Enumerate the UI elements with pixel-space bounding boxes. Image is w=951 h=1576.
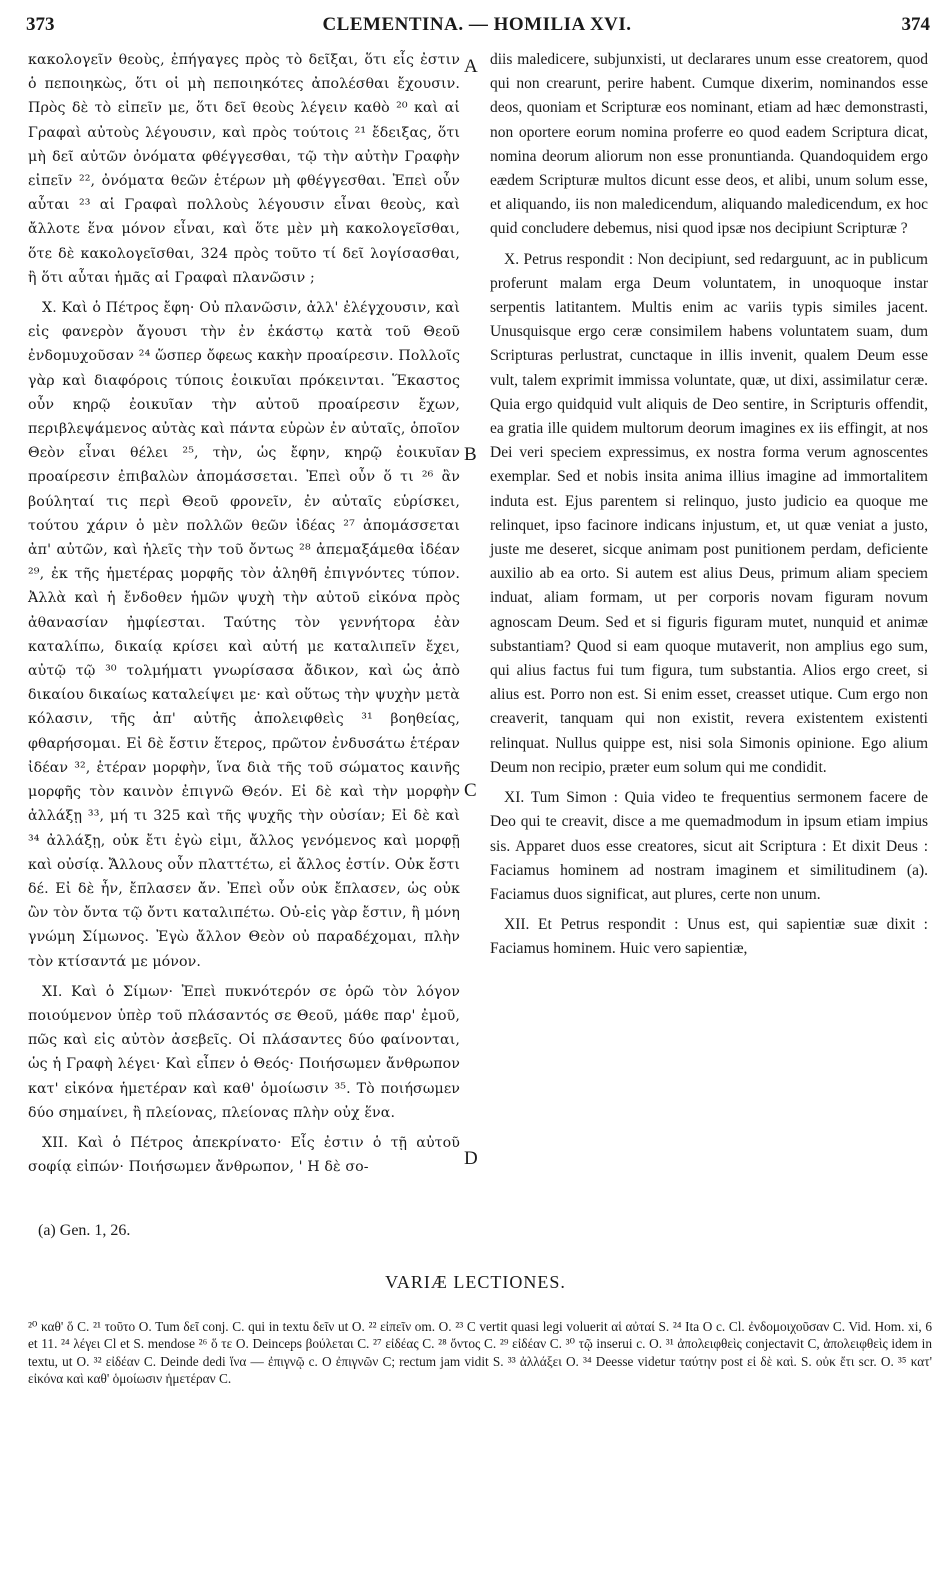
margin-marker-b: B (464, 444, 477, 465)
page-header (24, 14, 930, 40)
latin-column (490, 48, 928, 968)
greek-paragraph-4: XII. Καὶ ὁ Πέτρος ἀπεκρίνατο· Εἷς ἐστιν ὁ τῇ αὐτοῦ σοφίᾳ εἰπών· Ποιήσωμεν ἄνθρωπον, ' Η δὲ σο- (28, 1134, 460, 1176)
greek-column (28, 48, 460, 1185)
greek-paragraph-1: κακολογεῖν θεοὺς, ἐπήγαγες πρὸς τὸ δεῖξαι, ὅτι εἷς ἐστιν ὁ πεποιηκὼς, ὅτι οἱ μὴ πεποιηκότες ἀπολέσθαι ἔχουσιν. Πρὸς δὲ τὸ εἰπεῖν με, ὅτι δεῖ θεοὺς λέγειν καθὸ ²⁰ καὶ αἱ Γραφαὶ αὐτοὺς λέγουσιν, καὶ πρὸς τούτοις ²¹ ἔδειξας, ὅτι μὴ δεῖ αὐτῶν ὀνόματα φθέγγεσθαι, τῷ τὴν αὐτὴν Γραφὴν εἰπεῖν ²², ὀνόματα θεῶν ἑτέρων μὴ φθέγγεσθαι. Ἐπεὶ οὖν αὗται ²³ αἱ Γραφαὶ πολλοὺς λέγουσιν εἶναι θεοὺς, καὶ ἄλλοτε ἕνα μόνον εἶναι, καὶ ὅτε μὲν μὴ κακολογεῖσθαι, ὅτε δὲ κακολογεῖσθαι, 324 πρὸς τοῦτο τί δεῖ λογίσασθαι, ἢ ὅτι αὗται ἡμᾶς αἱ Γραφαὶ πλανῶσιν ; (28, 52, 460, 286)
variae-lectiones-heading: VARIÆ LECTIONES. (385, 1272, 566, 1292)
running-title: CLEMENTINA. — HOMILIA XVI. (322, 14, 632, 35)
latin-paragraph-2: X. Petrus respondit : Non decipiunt, sed redarguunt, ac in publicum proferunt malam erga Deum voluntatem, in unoquoque instar serpentis latitantem. Multis enim ac variis typis similes jacent. Unusquisque ergo ceræ consimilem habens voluntatem suam, dum Scripturas perlustrat, cunctaque in illis invenit, qualem Deum esse vult, talem exprimit immissa voluntate, quæ, ut dixi, assimilatur ceræ. Quia ergo quidquid vult aliquis de Deo sentire, in Scripturis offendit, ea gratia ille quidem multorum deorum imagines ex iis effingit, at nos Dei veri speciem expressimus, ex nostra forma verum agnoscentes exemplar. Sed et nobis insita anima illius imagine ad immortalitem induta est. Ejus parentem si relinquo, justo judicio ea quoque me relinquet, ipso facinore indicans injustum, et, ut quæ veniat a justo, juste me deseret, sicque animam post punitionem perdam, deficiente auxilio ab ea orto. Si autem est alius Deus, primum aliam speciem induat, aliam formam, ut per corporis novam figuram novum agnoscam Deum. Sed et si figuris figuram mutet, nunquid et animæ substantiam? Quod si eam quoque mutaverit, non amplius ego sum, qui alius factus fui tum figura, tum substantia. Alios ergo creet, si alius est. Porro non est. Si enim esset, creasset utique. Cum ergo non creaverit, tanquam qui non existit, revera existentem existenti relinquat. Nullus quippe est, nisi sola Simonis opinione. Ego alium Deum non recipio, præter eum solum qui me condidit. (490, 250, 928, 776)
page-number-right: 374 (901, 14, 930, 35)
footnote: (a) Gen. 1, 26. (38, 1222, 131, 1239)
greek-paragraph-2: X. Καὶ ὁ Πέτρος ἔφη· Οὐ πλανῶσιν, ἀλλ' ἐλέγχουσιν, καὶ εἰς φανερὸν ἄγουσι τὴν ἐν ἑκάστῳ κατὰ τοῦ Θεοῦ ἐνδομυχοῦσαν ²⁴ ὥσπερ ὄφεως κακὴν προαίρεσιν. Πολλοῖς γὰρ καὶ διαφόροις τύποις ἐοικυῖαι πρόκεινται. Ἕκαστος οὖν κηρῷ ἐοικυῖαν τὴν αὐτοῦ προαίρεσιν ἔχων, περιβλεψάμενος αὐτὰς καὶ πάντα εὑρὼν ἐν αὐταῖς, ὁποῖον Θεὸν εἶναι θέλει ²⁵, τὴν, ὡς ἔφην, κηρῷ ἐοικυῖαν προαίρεσιν ἐπιβαλὼν ἀπομάσσεται. Ἐπεὶ οὖν ὅ τι ²⁶ ἂν βούληταί τις περὶ Θεοῦ φρονεῖν, ἐν αὐταῖς εὑρίσκει, τούτου χάριν ὁ μὲν πολλῶν θεῶν ἰδέας ²⁷ ἀπομάσσεται ἀπ' αὐτῶν, καὶ ἡλεῖς τὴν τοῦ ὄντως ²⁸ ἀπεμαξάμεθα ἰδέαν ²⁹, ἐκ τῆς ἡμετέρας μορφῆς τὸν ἀληθῆ ἐπιγνόντες τύπον. Ἀλλὰ καὶ ἡ ἔνδοθεν ἡμῶν ψυχὴ τὴν αὐτοῦ εἰκόνα πρὸς ἀθανασίαν ἠμφίεσται. Ταύτης τὸν γεννήτορα ἐὰν καταλίπω, δικαίᾳ κρίσει καὶ αὐτή με καταλιπεῖν ἔχει, αὐτῷ τῷ ³⁰ τολμήματι γνωρίσασα ἄδικον, καὶ ὡς ἀπὸ δικαίου δικαίως καταλείψει με· καὶ οὕτως τὴν ψυχὴν μετὰ κόλασιν, τῆς ἀπ' αὐτῆς ἀπολειφθεὶς ³¹ βοηθείας, φθαρήσομαι. Εἰ δὲ ἔστιν ἕτερος, πρῶτον ἐνδυσάτω ἑτέραν ἰδέαν ³², ἑτέραν μορφὴν, ἵνα διὰ τῆς τοῦ σώματος καινῆς μορφῆς τὸν καινὸν ἐπιγνῶ Θεόν. Εἰ δὲ καὶ τὴν μορφὴν ἀλλάξῃ ³³, μή τι 325 καὶ τῆς ψυχῆς τὴν οὐσίαν; Εἰ δὲ καὶ ³⁴ ἀλλάξῃ, οὐκ ἔτι ἐγὼ εἰμι, ἄλλος γενόμενος καὶ μορφῇ καὶ οὐσίᾳ. Ἄλλους οὖν πλαττέτω, εἰ ἄλλος ἐστίν. Οὐκ ἔστι δέ. Εἰ δὲ ἦν, ἔπλασεν ἄν. Ἐπεὶ οὖν οὐκ ἔπλασεν, ὡς οὐκ ὢν τὸν ὄντα τῷ ὄντι καταλιπέτω. Οὐ-εἰς γὰρ ἔστιν, ἢ μόνη γνώμη Σίμωνος. Ἐγὼ ἄλλον Θεὸν οὐ παραδέχομαι, πλὴν τὸν κτίσαντά με μόνον. (28, 300, 460, 970)
page-number-left: 373 (26, 14, 55, 35)
latin-paragraph-3: XI. Tum Simon : Quia video te frequentius sermonem facere de Deo qui te creavit, disce a me quemadmodum in ipsum etiam impius sis. Apparet duos esse creatores, sicut ait Scriptura : Et dixit Deus : Faciamus hominem ad nostram imaginem et similitudinem (a). Faciamus duos significat, aut plures, certe non unum. (490, 789, 928, 903)
latin-paragraph-4: XII. Et Petrus respondit : Unus est, qui sapientiæ suæ dixit : Faciamus hominem. Huic vero sapientiæ, (490, 916, 928, 958)
greek-paragraph-3: XI. Καὶ ὁ Σίμων· Ἐπεὶ πυκνότερόν σε ὁρῶ τὸν λόγον ποιούμενον ὑπὲρ τοῦ πλάσαντός σε Θεοῦ, μάθε παρ' ἐμοῦ, πῶς καὶ εἰς αὐτὸν ἀσεβεῖς. Οἱ πλάσαντες δύο φαίνονται, ὡς ἡ Γραφὴ λέγει· Καὶ εἶπεν ὁ Θεός· Ποιήσωμεν ἄνθρωπον κατ' εἰκόνα ἡμετέραν καὶ καθ' ὁμοίωσιν ³⁵. Τὸ ποιήσωμεν δύο σημαίνει, ἢ πλείονας, πλείονας πλὴν οὐχ ἕνα. (28, 983, 460, 1121)
margin-marker-a: A (464, 56, 478, 77)
margin-marker-c: C (464, 780, 477, 801)
margin-marker-d: D (464, 1148, 478, 1169)
variae-lectiones-text: ²⁰ καθ' ὅ C. ²¹ τοῦτο O. Tum δεῖ conj. C. qui in textu δεῖν ut O. ²² εἰπεῖν om. O. ²³ C vertit quasi legi voluerit αἱ αὐταί S. ²⁴ Ita O c. Cl. ἐνδομοιχοῦσαν C. Vid. Hom. xi, 6 et 11. ²⁴ λέγει Cl et S. mendose ²⁶ ὅ τε O. Deinceps βούλεται C. ²⁷ εἰδέας C. ²⁸ ὄντος C. ²⁹ εἰδέαν C. ³⁰ τῷ inserui c. O. ³¹ ἀπολειφθεὶς conjectavit C, ἀπολειφθεὶς idem in textu, ut O. ³² εἰδέαν C. Deinde dedi ἵνα — ἐπιγνῷ c. O ἐπιγνῶν C; rectum jam vidit S. ³³ ἀλλάξει O. ³⁴ Deesse videtur ταύτην post εἰ δὲ καὶ. S. οὐκ ἔτι scr. O. ³⁵ κατ' εἰκόνα καὶ καθ' ὁμοίωσιν ἡμετέραν C. (28, 1319, 932, 1387)
latin-paragraph-1: diis maledicere, subjunxisti, ut declarares unum esse creatorem, quod qui non crearunt, perire habent. Cumque dixerim, nominandos esse deos, quoniam et Scripturæ eos nominant, etiam ad hæc demonstrasti, non oportere eorum nomina proferre eo quod eadem Scriptura dicat, nomina deorum aliorum non esse pronuntianda. Quandoquidem ergo eædem Scripturæ multos dicunt esse deos, et alibi, unum solum esse, et aliquando, iis non maledicendum, aliquando maledicendum, ex hoc quid concludere debemus, nisi quod ipsæ nos decipiunt Scripturæ ? (490, 51, 928, 238)
